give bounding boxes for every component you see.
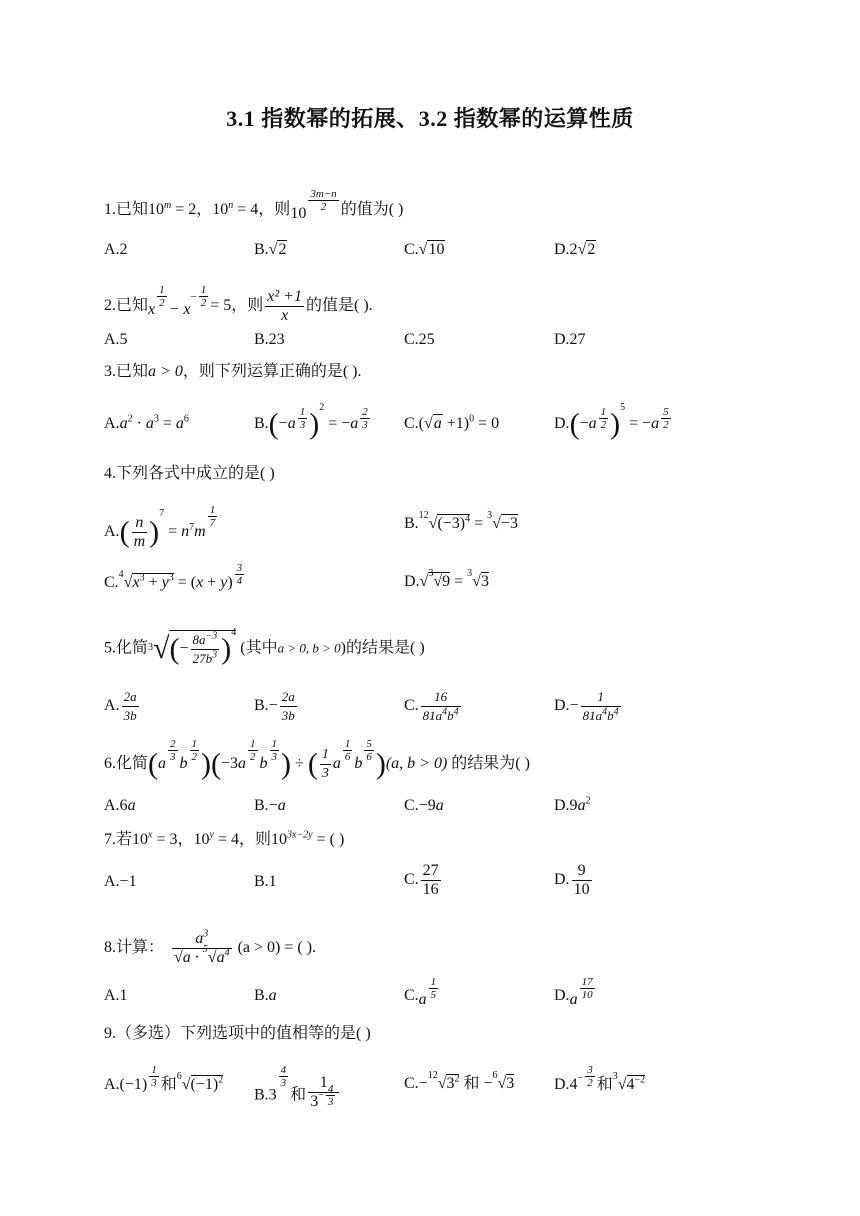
fraction: $\frac{a^3}{√a \cdot ^5√a^4}$	[174, 928, 230, 966]
option-9c: $C.-^{12}√3^2$ 和 −$^6$√3	[404, 1069, 515, 1092]
math-exponent: y	[209, 829, 214, 841]
option-4c: $C.^4√x^3 + y^3 = (x + y)$ $\frac{3}{4}$	[104, 562, 243, 591]
option-6b: B.−a	[254, 797, 286, 814]
question-7	[104, 830, 344, 850]
math-base: 10	[290, 205, 307, 223]
stem-text: （多选）下列选项中的值相等的是( )	[116, 1025, 371, 1042]
question-number: 7.	[104, 831, 116, 848]
option-7a: A.−1	[104, 873, 137, 890]
option-1b: B.√2	[254, 241, 287, 258]
root-index: 3	[148, 642, 154, 654]
question-number: 1.	[104, 201, 116, 219]
option-4a: A.( $\frac{n}{m}$ )$^7 = n^7m$ $\frac{1}{7}$	[104, 504, 216, 550]
stem-text: = 4，则	[237, 201, 291, 219]
stem-text: (a > 0) = ( ).	[237, 939, 317, 957]
stem-text: 的值为( )	[340, 201, 404, 219]
option-4d: D.√$^3$√9 = $^3$√3	[404, 567, 489, 590]
option-6d: $D.9a^2$	[554, 795, 591, 814]
stem-text: 已知	[116, 297, 149, 315]
math-exponent: x	[148, 829, 153, 841]
math-condition: a > 0, b > 0	[277, 640, 341, 656]
option-1a: A.2	[104, 241, 128, 258]
stem-text: 的值是( ).	[305, 297, 373, 315]
fraction-numerator: 1	[200, 284, 207, 296]
sqrt-symbol: √2	[577, 241, 596, 258]
question-number: 8.	[104, 939, 116, 957]
math-base: x	[148, 301, 156, 319]
option-5a: A. $\frac{2a}{3b}$	[104, 689, 137, 723]
option-5c: C. $\frac{16}{81a^4b^4}$	[404, 689, 459, 723]
exponent-fraction	[199, 284, 209, 309]
option-5b: B.− $\frac{2a}{3b}$	[254, 689, 295, 723]
question-number: 2.	[104, 297, 116, 315]
option-6c: C.−9a	[404, 797, 444, 814]
expr-a: a	[158, 755, 167, 773]
math-condition: (a, b > 0)	[385, 755, 448, 773]
option-3c: $C.(√a +1)^0 = 0$	[404, 413, 500, 432]
expr-exp: $\frac{2}{3}$	[170, 738, 176, 763]
exponent-fraction	[157, 284, 167, 309]
option-8d: D.a $\frac{17}{10}$	[554, 976, 593, 1008]
math-base: 10	[148, 201, 165, 219]
stem-text: 已知	[116, 201, 149, 219]
stem-text: 的结果为( )	[451, 755, 530, 773]
fraction-denominator: x	[281, 307, 289, 324]
question-5	[104, 626, 425, 668]
stem-text: ，则下列运算正确的是( ).	[182, 363, 362, 380]
fraction	[265, 288, 304, 325]
math-base: 10	[193, 831, 210, 848]
stem-text: 计算：	[116, 939, 165, 957]
fraction-numerator: 1	[159, 284, 165, 296]
option-3b: B.(−a $\frac{1}{3}$ )$^2$ = −a $\frac{2}{3}$	[254, 401, 368, 441]
math-base: 10	[270, 831, 287, 848]
math-exponent: m	[164, 199, 172, 211]
math-base: 10	[132, 831, 149, 848]
sqrt-symbol: √2	[268, 241, 287, 258]
option-9d: D.4− $\frac{3}{2}$ 和$^3√4^{-2}$	[554, 1064, 646, 1093]
option-9a: A.(−1) $\frac{1}{3}$ 和$^6√(-1)^2$	[104, 1064, 224, 1093]
question-6: 6.化简(a $\frac{2}{3}$ b $\frac{1}{2}$ )(−3a $\frac{1}{2}$ b $\frac{1}{3}$ ) ÷ ( $\frac{1}{3}$ a $\frac{1}{6}$ b $\frac{5}{6}$ )(a, b > 0) 的结果为( )	[104, 738, 530, 781]
sqrt-symbol: √10	[418, 241, 445, 258]
stem-text: 若	[116, 831, 133, 848]
question-8	[104, 930, 316, 967]
fraction-denominator: 2	[320, 201, 327, 213]
stem-text: = 5，则	[210, 297, 264, 315]
question-4	[104, 464, 275, 484]
fraction-denominator: 2	[159, 297, 165, 309]
expr-paren: (	[148, 747, 159, 781]
exponent-fraction	[308, 188, 338, 213]
option-3d: D.(−a $\frac{1}{2}$ )$^5$ = −a $\frac{5}{2}$	[554, 401, 669, 441]
option-2d: D.27	[554, 331, 586, 348]
fraction-numerator: 3m−n	[310, 188, 337, 200]
option-2a: A.5	[104, 331, 128, 348]
fraction-numerator: x² +1	[267, 288, 302, 305]
math-exponent: n	[228, 199, 234, 211]
math-base: − x	[168, 301, 191, 319]
option-9b: B.3 $\frac{4}{3}$ 和 1 3− $\frac{4}{3}$	[254, 1074, 341, 1118]
question-number: 9.	[104, 1025, 116, 1042]
question-9	[104, 1024, 371, 1044]
question-number: 6.	[104, 755, 116, 773]
stem-text: 化简	[116, 755, 149, 773]
option-5d: D.− $\frac{1}{81a^4b^4}$	[554, 689, 619, 723]
stem-text: = 4，则	[217, 831, 271, 848]
option-4b: $B.^{12}√(-3)^4 = ^3√-3$	[404, 509, 518, 532]
option-3a: $A.a^2 \cdot a^3 = a^6$	[104, 413, 189, 432]
option-1c: C.√10	[404, 241, 445, 258]
stem-text: (其中	[240, 639, 278, 657]
math-condition: a > 0	[148, 363, 183, 380]
option-7d: D. $\frac{9}{10}$	[554, 862, 590, 898]
page-title: 3.1 指数幂的拓展、3.2 指数幂的运算性质	[226, 106, 634, 131]
question-number: 4.	[104, 465, 116, 482]
question-1	[104, 188, 404, 223]
stem-text: = ( )	[316, 831, 345, 848]
option-2b: B.23	[254, 331, 285, 348]
option-1d: D.2√2	[554, 241, 596, 258]
option-7c: C. $\frac{27}{16}$	[404, 862, 439, 898]
question-number: 5.	[104, 639, 116, 657]
option-8b: B.a	[254, 987, 277, 1004]
math-base: 10	[212, 201, 229, 219]
stem-text: 化简	[116, 639, 149, 657]
stem-text: )的结果是( )	[340, 639, 425, 657]
radical-sign: √	[153, 632, 170, 665]
fraction-denominator: 2	[200, 297, 207, 309]
question-3	[104, 362, 361, 382]
option-8a: A.1	[104, 987, 128, 1004]
stem-text: = 3，	[156, 831, 194, 848]
stem-text: 已知	[116, 363, 149, 380]
option-8c: C.a $\frac{1}{5}$	[404, 976, 437, 1008]
math-exponent: 3x−2y	[286, 829, 313, 841]
option-6a: A.6a	[104, 797, 136, 814]
question-2	[104, 284, 373, 325]
option-2c: C.25	[404, 331, 435, 348]
question-number: 3.	[104, 363, 116, 380]
stem-text: = 2，	[175, 201, 213, 219]
stem-text: 下列各式中成立的是( )	[116, 465, 275, 482]
option-7b: B.1	[254, 873, 277, 890]
exponent-minus: −	[190, 291, 197, 304]
radicand: (− $\frac{8a^{-3}}{27b^3}$ )$^4$	[169, 626, 237, 666]
